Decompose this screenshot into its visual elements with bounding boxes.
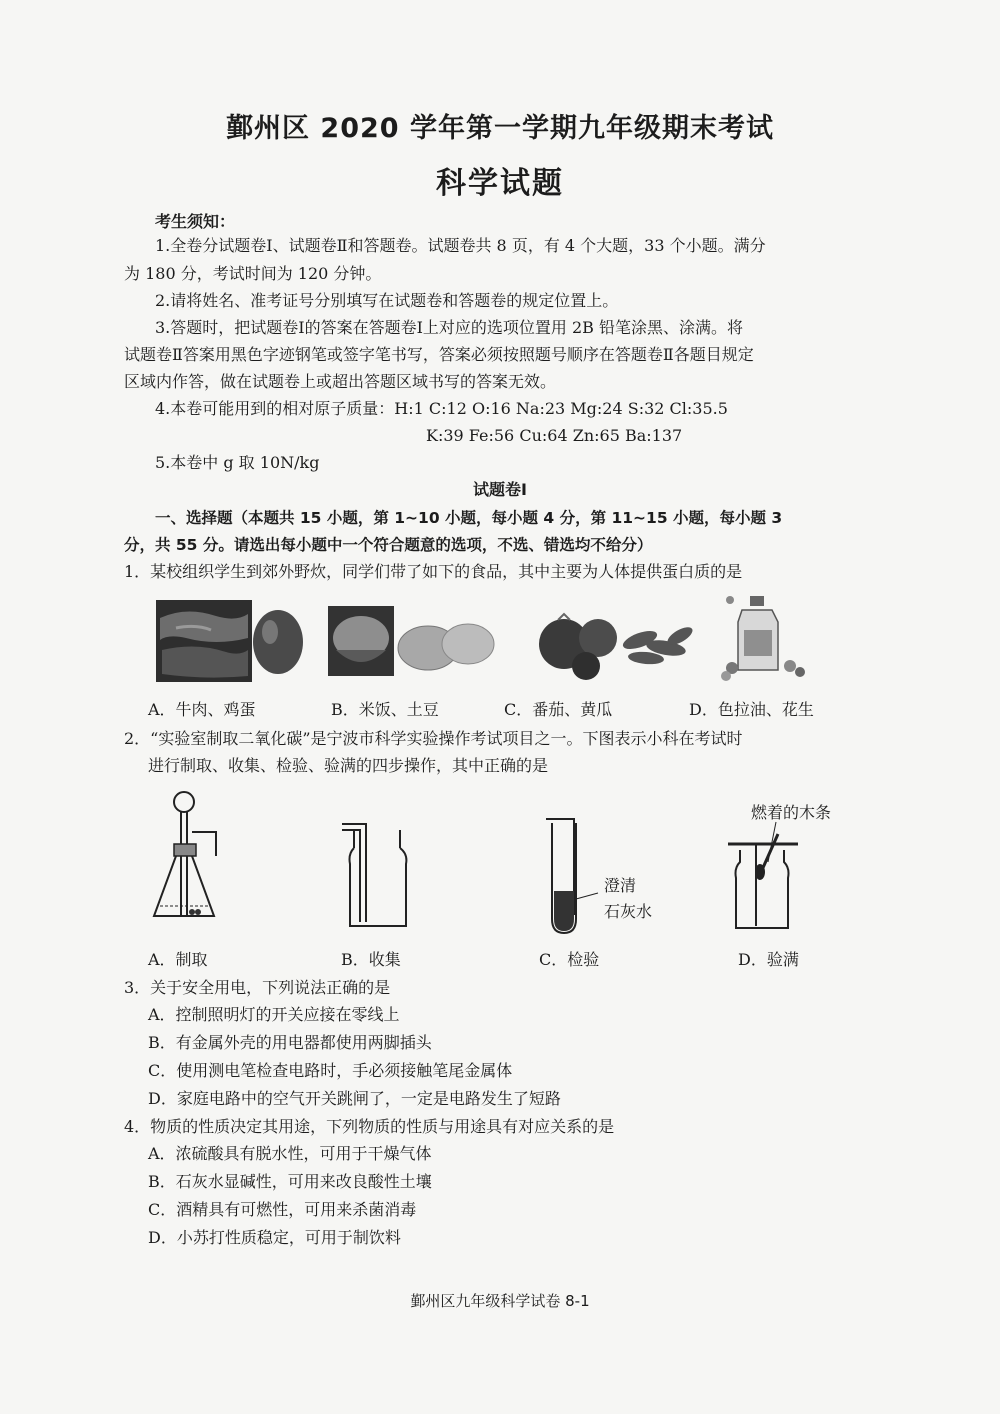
q4-option-a: A．浓硫酸具有脱水性，可用于干燥气体	[148, 1144, 432, 1163]
q3-option-d: D．家庭电路中的空气开关跳闸了，一定是电路发生了短路	[148, 1089, 561, 1108]
limewater-label-2: 石灰水	[604, 902, 653, 921]
notice-line-9: 5.本卷中 g 取 10N/kg	[155, 453, 320, 472]
beef-egg-image	[156, 598, 306, 684]
notice-line-4: 3.答题时，把试题卷Ⅰ的答案在答题卷Ⅰ上对应的选项位置用 2B 铅笔涂黑、涂满。将	[155, 318, 744, 337]
q3-stem: 3．关于安全用电，下列说法正确的是	[124, 978, 391, 997]
limewater-label-1: 澄清	[604, 876, 637, 895]
co2-full-check-bottle	[728, 822, 808, 932]
co2-generation-apparatus	[148, 788, 228, 938]
q2-option-a: A．制取	[148, 950, 208, 969]
q3-option-c: C．使用测电笔检查电路时，手必须接触笔尾金属体	[148, 1061, 513, 1080]
section-heading-2: 分，共 55 分。请选出每小题中一个符合题意的选项，不选、错选均不给分）	[124, 536, 653, 554]
notice-line-8: K:39 Fe:56 Cu:64 Zn:65 Ba:137	[426, 426, 683, 445]
co2-test-tube	[540, 815, 600, 940]
tomato-cucumber-image	[528, 600, 698, 682]
q3-option-a: A．控制照明灯的开关应接在零线上	[148, 1005, 400, 1024]
exam-title: 鄞州区 2020 学年第一学期九年级期末考试	[226, 113, 774, 144]
burning-stick-label: 燃着的木条	[751, 803, 832, 822]
oil-peanut-image	[718, 592, 818, 684]
q2-option-b: B．收集	[341, 950, 401, 969]
q1-option-a: A．牛肉、鸡蛋	[148, 700, 256, 719]
notice-line-6: 区域内作答，做在试题卷上或超出答题区域书写的答案无效。	[124, 372, 557, 391]
q4-option-c: C．酒精具有可燃性，可用来杀菌消毒	[148, 1200, 417, 1219]
notice-line-1: 1.全卷分试题卷Ⅰ、试题卷Ⅱ和答题卷。试题卷共 8 页，有 4 个大题，33 个小题。满分	[155, 236, 766, 255]
q1-stem: 1．某校组织学生到郊外野炊，同学们带了如下的食品，其中主要为人体提供蛋白质的是	[124, 562, 743, 581]
notice-line-3: 2.请将姓名、准考证号分别填写在试题卷和答题卷的规定位置上。	[155, 291, 619, 310]
co2-collection-bottle	[338, 818, 418, 930]
q1-option-d: D．色拉油、花生	[689, 700, 814, 719]
notice-line-7: 4.本卷可能用到的相对原子质量：H:1 C:12 O:16 Na:23 Mg:24 S:32 Cl:35.5	[155, 399, 728, 418]
q2-option-c: C．检验	[539, 950, 600, 969]
notice-heading: 考生须知：	[155, 212, 236, 231]
q1-option-b: B．米饭、土豆	[331, 700, 439, 719]
rice-potato-image	[328, 604, 496, 682]
page-footer: 鄞州区九年级科学试卷 8-1	[410, 1292, 590, 1310]
q1-option-c: C．番茄、黄瓜	[504, 700, 613, 719]
q4-stem: 4．物质的性质决定其用途，下列物质的性质与用途具有对应关系的是	[124, 1117, 615, 1136]
q4-option-d: D．小苏打性质稳定，可用于制饮料	[148, 1228, 401, 1247]
notice-line-2: 为 180 分，考试时间为 120 分钟。	[124, 264, 382, 283]
q2-option-d: D．验满	[738, 950, 799, 969]
q4-option-b: B．石灰水显碱性，可用来改良酸性土壤	[148, 1172, 432, 1191]
q2-stem-1: 2．“实验室制取二氧化碳”是宁波市科学实验操作考试项目之一。下图表示小科在考试时	[124, 729, 743, 748]
q3-option-b: B．有金属外壳的用电器都使用两脚插头	[148, 1033, 432, 1052]
section-heading-1: 一、选择题（本题共 15 小题，第 1~10 小题，每小题 4 分，第 11~15 小题，每小题 3	[155, 509, 783, 527]
paper-label: 试题卷Ⅰ	[473, 480, 527, 499]
exam-subject-title: 科学试题	[436, 166, 564, 201]
notice-line-5: 试题卷Ⅱ答案用黑色字迹钢笔或签字笔书写，答案必须按照题号顺序在答题卷Ⅱ各题目规定	[124, 345, 754, 364]
q2-stem-2: 进行制取、收集、检验、验满的四步操作，其中正确的是	[148, 756, 549, 775]
